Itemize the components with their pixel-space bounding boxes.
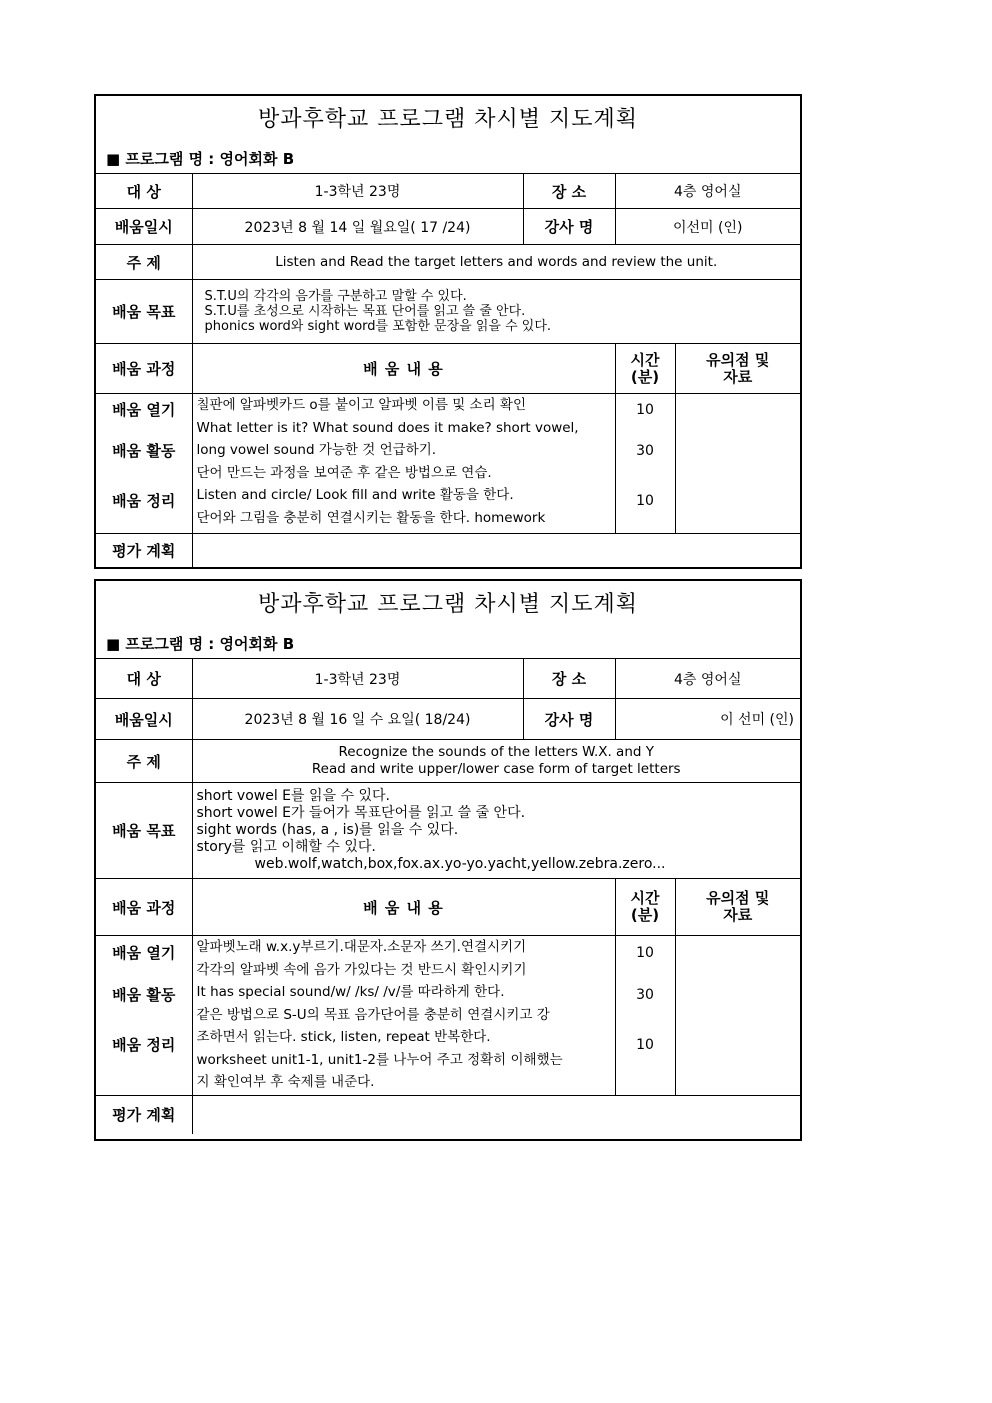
teacher-value: 이선미 (인) [615, 209, 800, 245]
date-value: 2023년 8 월 14 일 월요일( 17 /24) [192, 209, 523, 245]
eval-label: 평가 계획 [96, 1096, 192, 1134]
stage-label: 배움 열기 [112, 944, 176, 962]
stage-label: 배움 열기 [112, 401, 176, 419]
date-label: 배움일시 [96, 209, 192, 245]
notes-value [675, 936, 800, 1096]
eval-value [192, 534, 800, 568]
stage-label: 배움 활동 [112, 442, 176, 460]
goal-label: 배움 목표 [96, 783, 192, 879]
stage-label: 배움 정리 [112, 492, 176, 510]
place-value: 4층 영어실 [615, 174, 800, 209]
content-line: It has special sound/w/ /ks/ /v/를 따라하게 한다. [196, 984, 505, 1000]
process-label: 배움 과정 [96, 344, 192, 394]
goal-line: story를 읽고 이해할 수 있다. [196, 839, 376, 855]
target-label: 대 상 [96, 174, 192, 209]
goal-label: 배움 목표 [96, 280, 192, 344]
stage-column [96, 394, 192, 534]
content-line: 같은 방법으로 S-U의 목표 음가단어를 충분히 연결시키고 강 [196, 1006, 550, 1023]
process-label: 배움 과정 [96, 879, 192, 936]
plan-table [96, 658, 800, 1134]
content-line: 단어 만드는 과정을 보여준 후 같은 방법으로 연습. [196, 464, 492, 481]
date-label: 배움일시 [96, 699, 192, 740]
lesson-plan-2 [94, 579, 802, 1141]
time-header: 시간 (분) [615, 344, 675, 394]
topic-label: 주 제 [96, 740, 192, 783]
content-header: 배 움 내 용 [192, 344, 615, 394]
time-value: 10 [636, 402, 654, 418]
content-line: 조하면서 읽는다. stick, listen, repeat 반복한다. [196, 1029, 491, 1045]
content-body [192, 394, 615, 534]
plan-title: 방과후학교 프로그램 차시별 지도계획 [257, 592, 638, 617]
goal-line: web.wolf,watch,box,fox.ax.yo-yo.yacht,yellow.zebra.zero... [254, 856, 666, 872]
time-value: 30 [636, 443, 654, 459]
topic-line: Recognize the sounds of the letters W.X. and Y [338, 744, 654, 760]
program-name: ■ 프로그램 명 : 영어회화 B [106, 150, 295, 168]
content-header: 배 움 내 용 [192, 879, 615, 936]
content-line: 알파벳노래 w.x.y부르기.대문자.소문자 쓰기.연결시키기 [196, 939, 527, 955]
content-line: long vowel sound 가능한 것 언급하기. [196, 442, 437, 458]
time-value: 10 [636, 493, 654, 509]
stage-label: 배움 활동 [112, 986, 176, 1004]
topic-label: 주 제 [96, 245, 192, 280]
plan-table [96, 173, 800, 568]
place-value: 4층 영어실 [615, 659, 800, 699]
goal-line: sight words (has, a , is)를 읽을 수 있다. [196, 822, 459, 838]
plan-title: 방과후학교 프로그램 차시별 지도계획 [257, 107, 638, 132]
content-line: 지 확인여부 후 숙제를 내준다. [196, 1074, 375, 1090]
notes-value [675, 394, 800, 534]
target-label: 대 상 [96, 659, 192, 699]
goal-value [192, 783, 800, 879]
time-header: 시간 (분) [615, 879, 675, 936]
topic-line: Read and write upper/lower case form of target letters [311, 761, 681, 777]
time-value: 10 [636, 1037, 654, 1053]
program-name: ■ 프로그램 명 : 영어회화 B [106, 635, 295, 653]
teacher-label: 강사 명 [523, 699, 615, 740]
goal-line: S.T.U의 각각의 음가를 구분하고 말할 수 있다. [204, 289, 467, 304]
target-value: 1-3학년 23명 [192, 174, 523, 209]
target-value: 1-3학년 23명 [192, 659, 523, 699]
content-line: 단어와 그림을 충분히 연결시키는 활동을 한다. homework [196, 509, 546, 526]
topic-line: Listen and Read the target letters and words and review the unit. [275, 254, 718, 270]
date-value: 2023년 8 월 16 일 수 요일( 18/24) [192, 699, 523, 740]
topic-value [192, 740, 800, 783]
time-value: 30 [636, 987, 654, 1003]
place-label: 장 소 [523, 174, 615, 209]
teacher-value: 이 선미 (인) [615, 699, 800, 740]
content-line: worksheet unit1-1, unit1-2를 나누어 주고 정확히 이해했는 [196, 1051, 563, 1068]
content-line: 각각의 알파벳 속에 음가 가있다는 것 반드시 확인시키기 [196, 961, 527, 978]
content-body [192, 936, 615, 1096]
goal-value [192, 280, 800, 344]
notes-header: 유의점 및 자료 [675, 344, 800, 394]
stage-label: 배움 정리 [112, 1036, 176, 1054]
notes-header: 유의점 및 자료 [675, 879, 800, 936]
stage-column [96, 936, 192, 1096]
place-label: 장 소 [523, 659, 615, 699]
goal-line: S.T.U를 초성으로 시작하는 목표 단어를 읽고 쓸 줄 안다. [204, 304, 526, 319]
time-column [615, 394, 675, 534]
content-line: Listen and circle/ Look fill and write 활동을 한다. [196, 487, 514, 503]
eval-label: 평가 계획 [96, 534, 192, 568]
eval-value [192, 1096, 800, 1134]
goal-line: short vowel E가 들어가 목표단어를 읽고 쓸 줄 안다. [196, 805, 526, 821]
lesson-plan-1 [94, 94, 802, 569]
content-line: 칠판에 알파벳카드 o를 붙이고 알파벳 이름 및 소리 확인 [196, 397, 526, 413]
content-line: What letter is it? What sound does it make? short vowel, [196, 419, 579, 436]
time-column [615, 936, 675, 1096]
goal-line: phonics word와 sight word를 포함한 문장을 읽을 수 있다. [204, 319, 552, 334]
goal-line: short vowel E를 읽을 수 있다. [196, 788, 390, 804]
teacher-label: 강사 명 [523, 209, 615, 245]
time-value: 10 [636, 945, 654, 961]
topic-value [192, 245, 800, 280]
